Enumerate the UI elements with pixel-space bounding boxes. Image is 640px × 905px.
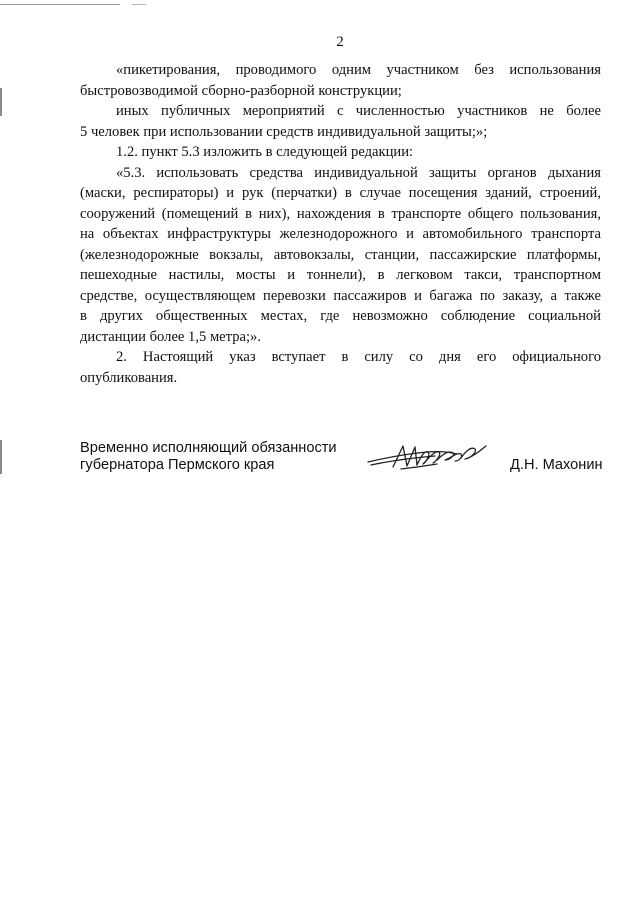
text-line: «5.3. использовать средства индивидуальной защиты органов дыхания bbox=[116, 164, 601, 181]
signatory-name: Д.Н. Махонин bbox=[510, 457, 603, 473]
text-line: «пикетирования, проводимого одним участником без использования bbox=[116, 62, 601, 78]
text-line: сооружений (помещений в них), нахождения в транспорте общего пользования, bbox=[80, 205, 601, 222]
signatory-title bbox=[80, 440, 337, 474]
text-line: быстровозводимой сборно-разборной конструкции; bbox=[80, 82, 402, 99]
text-line: опубликования. bbox=[80, 369, 178, 386]
signatory-title-line: Временно исполняющий обязанности bbox=[80, 440, 337, 456]
paragraph bbox=[80, 163, 601, 348]
document-body bbox=[80, 60, 601, 388]
scan-edge-mark bbox=[132, 4, 146, 5]
scan-edge-mark bbox=[0, 4, 120, 5]
text-line: средстве, осуществляющем перевозки пассажиров и багажа по заказу, а также bbox=[80, 287, 601, 304]
text-line: в других общественных местах, где невозможно соблюдение социальной bbox=[80, 308, 601, 324]
text-line: иных публичных мероприятий с численностью участников не более bbox=[116, 103, 601, 119]
text-line: пешеходные настилы, мосты и тоннели), в легковом такси, транспортном bbox=[80, 267, 601, 283]
scan-edge-mark bbox=[0, 440, 2, 474]
paragraph bbox=[80, 60, 601, 101]
text-line: 2. Настоящий указ вступает в силу со дня его официального bbox=[116, 349, 601, 365]
scan-edge-mark bbox=[0, 88, 2, 116]
text-line: (железнодорожные вокзалы, автовокзалы, станции, пассажирские платформы, bbox=[80, 246, 601, 263]
page-number: 2 bbox=[336, 34, 344, 50]
paragraph bbox=[80, 101, 601, 142]
signatory-title-line: губернатора Пермского края bbox=[80, 457, 275, 473]
paragraph bbox=[80, 347, 601, 388]
paragraph bbox=[80, 142, 601, 163]
text-line: дистанции более 1,5 метра;». bbox=[80, 328, 261, 345]
handwritten-signature bbox=[365, 436, 490, 476]
text-line: на объектах инфраструктуры железнодорожного и автомобильного транспорта bbox=[80, 226, 601, 242]
signature-block bbox=[80, 440, 601, 510]
text-line: 1.2. пункт 5.3 изложить в следующей редакции: bbox=[116, 144, 414, 160]
text-line: 5 человек при использовании средств индивидуальной защиты;»; bbox=[80, 123, 488, 140]
text-line: (маски, респираторы) и рук (перчатки) в случае посещения зданий, строений, bbox=[80, 185, 601, 201]
